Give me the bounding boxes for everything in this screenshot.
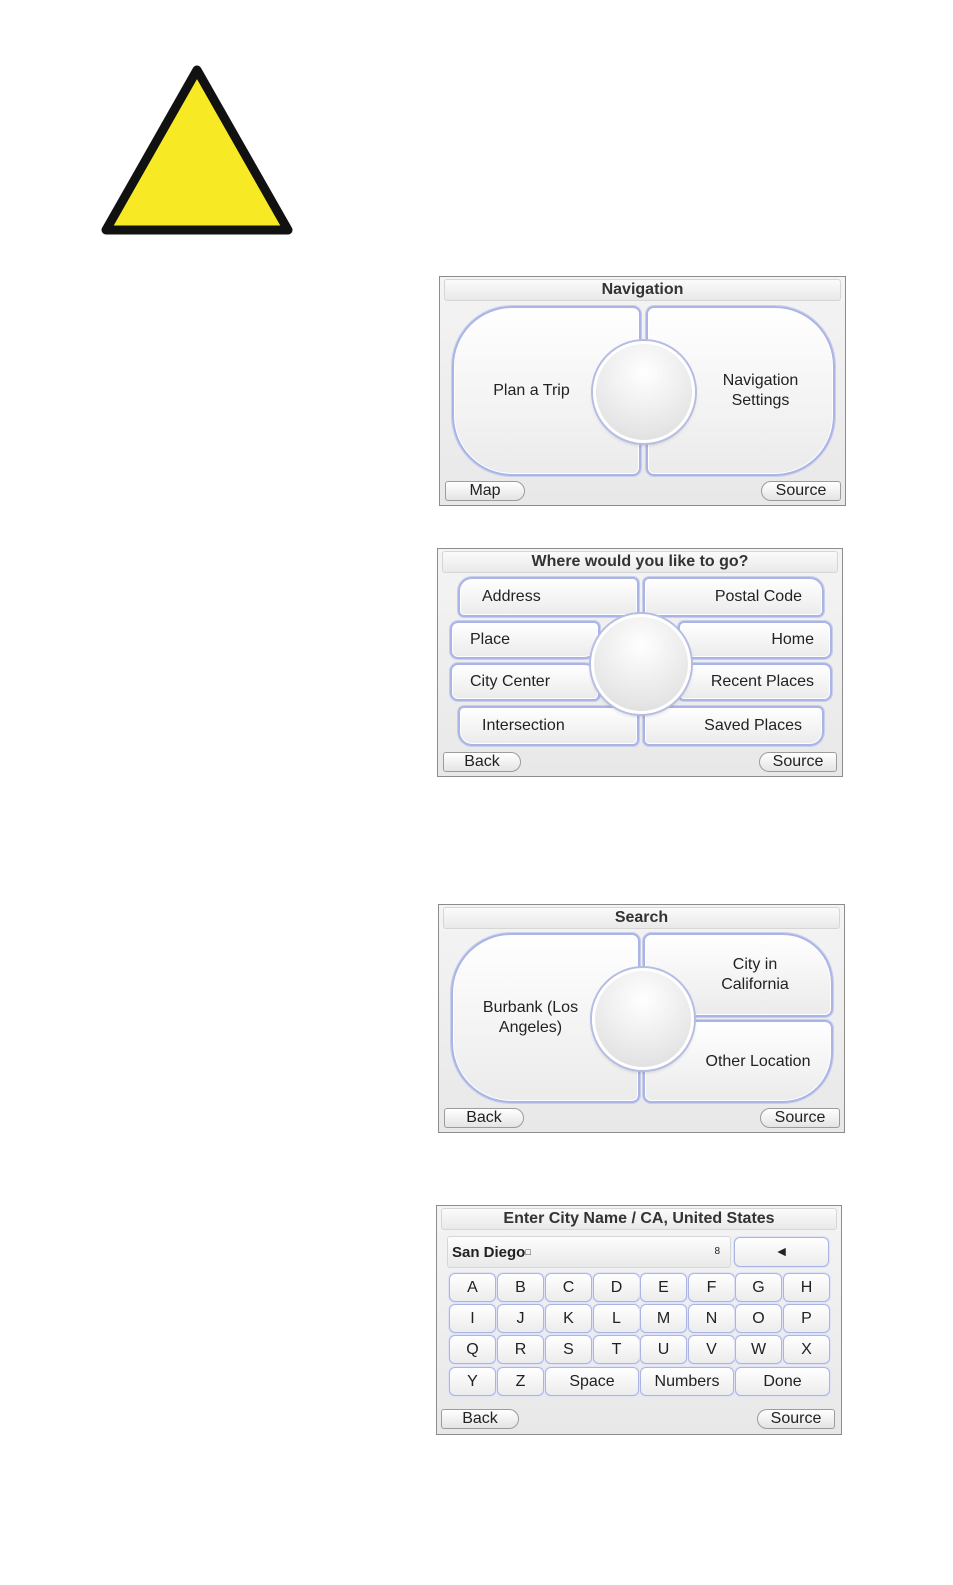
navigation-screen xyxy=(439,276,846,506)
center-circle xyxy=(591,614,691,714)
key-u[interactable]: U xyxy=(640,1335,687,1364)
warning-triangle-icon xyxy=(100,64,294,236)
city-entry-screen xyxy=(436,1205,842,1435)
key-t[interactable]: T xyxy=(593,1335,640,1364)
screen-title: Enter City Name / CA, United States xyxy=(441,1208,837,1230)
back-button[interactable]: Back xyxy=(443,752,521,772)
other-location-button[interactable]: Other Location xyxy=(643,1020,833,1103)
address-button[interactable]: Address xyxy=(458,577,639,617)
character-count: 8 xyxy=(714,1246,720,1257)
recent-places-button[interactable]: Recent Places xyxy=(678,663,832,701)
key-z[interactable]: Z xyxy=(497,1367,544,1396)
back-button[interactable]: Back xyxy=(441,1409,519,1429)
key-q[interactable]: Q xyxy=(449,1335,496,1364)
key-b[interactable]: B xyxy=(497,1273,544,1302)
key-v[interactable]: V xyxy=(688,1335,735,1364)
key-c[interactable]: C xyxy=(545,1273,592,1302)
city-center-button[interactable]: City Center xyxy=(450,663,600,701)
home-button[interactable]: Home xyxy=(678,621,832,659)
city-in-california-label: City in California xyxy=(721,956,789,993)
intersection-button[interactable]: Intersection xyxy=(458,706,639,746)
plan-a-trip-label: Plan a Trip xyxy=(493,382,570,399)
source-button[interactable]: Source xyxy=(759,752,837,772)
key-s[interactable]: S xyxy=(545,1335,592,1364)
back-button[interactable]: Back xyxy=(444,1108,524,1128)
center-circle xyxy=(593,341,695,443)
done-key[interactable]: Done xyxy=(735,1367,830,1396)
source-button[interactable]: Source xyxy=(757,1409,835,1429)
backspace-button[interactable]: ◄ xyxy=(734,1237,829,1267)
source-button[interactable]: Source xyxy=(761,481,841,501)
input-text: San Diego xyxy=(452,1244,526,1261)
key-x[interactable]: X xyxy=(783,1335,830,1364)
key-l[interactable]: L xyxy=(593,1304,640,1333)
key-i[interactable]: I xyxy=(449,1304,496,1333)
key-j[interactable]: J xyxy=(497,1304,544,1333)
screen-title: Where would you like to go? xyxy=(442,551,838,573)
screen-title: Navigation xyxy=(444,279,841,301)
burbank-label: Burbank (Los Angeles) xyxy=(482,999,579,1036)
city-name-input[interactable] xyxy=(447,1236,731,1268)
key-m[interactable]: M xyxy=(640,1304,687,1333)
navigation-settings-label: Navigation Settings xyxy=(722,372,799,409)
place-button[interactable]: Place xyxy=(450,621,600,659)
saved-places-button[interactable]: Saved Places xyxy=(643,706,824,746)
key-d[interactable]: D xyxy=(593,1273,640,1302)
postal-code-button[interactable]: Postal Code xyxy=(643,577,824,617)
key-p[interactable]: P xyxy=(783,1304,830,1333)
map-button[interactable]: Map xyxy=(445,481,525,501)
source-button[interactable]: Source xyxy=(760,1108,840,1128)
key-n[interactable]: N xyxy=(688,1304,735,1333)
key-a[interactable]: A xyxy=(449,1273,496,1302)
numbers-key[interactable]: Numbers xyxy=(640,1367,734,1396)
key-r[interactable]: R xyxy=(497,1335,544,1364)
key-g[interactable]: G xyxy=(735,1273,782,1302)
screen-title: Search xyxy=(443,907,840,929)
key-k[interactable]: K xyxy=(545,1304,592,1333)
center-circle xyxy=(592,968,694,1070)
key-w[interactable]: W xyxy=(735,1335,782,1364)
space-key[interactable]: Space xyxy=(545,1367,639,1396)
key-o[interactable]: O xyxy=(735,1304,782,1333)
search-screen xyxy=(438,904,845,1133)
key-y[interactable]: Y xyxy=(449,1367,496,1396)
key-h[interactable]: H xyxy=(783,1273,830,1302)
key-f[interactable]: F xyxy=(688,1273,735,1302)
text-cursor: □ xyxy=(525,1247,531,1257)
where-to-go-screen xyxy=(437,548,843,777)
key-e[interactable]: E xyxy=(640,1273,687,1302)
